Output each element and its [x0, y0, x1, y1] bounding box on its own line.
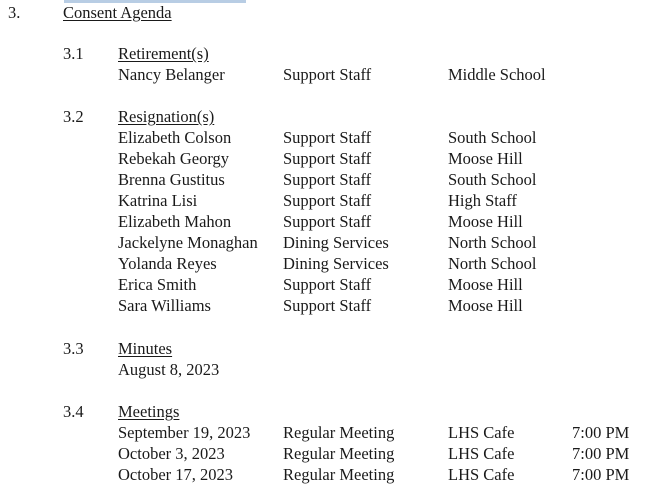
subsection-heading-meetings: Meetings: [118, 402, 180, 421]
staff-name: Elizabeth Mahon: [118, 212, 232, 231]
meeting-time: 7:00 PM: [572, 423, 630, 442]
staff-location: Moose Hill: [448, 149, 523, 168]
staff-name: Yolanda Reyes: [118, 254, 217, 273]
subsection-number-3-1: 3.1: [63, 44, 84, 63]
meeting-time: 7:00 PM: [572, 444, 630, 463]
subsection-heading-retirements: Retirement(s): [118, 44, 209, 63]
meeting-location: LHS Cafe: [448, 465, 515, 484]
staff-name: Erica Smith: [118, 275, 197, 294]
section-number: 3.: [8, 3, 21, 22]
subsection-number-3-4: 3.4: [63, 402, 84, 421]
staff-location: Moose Hill: [448, 275, 523, 294]
meeting-date: October 3, 2023: [118, 444, 225, 463]
staff-name: Katrina Lisi: [118, 191, 198, 210]
staff-name: Jackelyne Monaghan: [118, 233, 258, 252]
staff-name: Nancy Belanger: [118, 65, 225, 84]
meeting-type: Regular Meeting: [283, 465, 395, 484]
staff-role: Support Staff: [283, 296, 372, 315]
staff-role: Support Staff: [283, 191, 372, 210]
staff-location: South School: [448, 170, 537, 189]
staff-name: Brenna Gustitus: [118, 170, 225, 189]
section-title: Consent Agenda: [63, 3, 172, 22]
staff-location: High Staff: [448, 191, 517, 210]
staff-location: Middle School: [448, 65, 546, 84]
staff-location: North School: [448, 254, 537, 273]
staff-role: Support Staff: [283, 65, 372, 84]
meeting-location: LHS Cafe: [448, 423, 515, 442]
meeting-location: LHS Cafe: [448, 444, 515, 463]
staff-location: South School: [448, 128, 537, 147]
staff-role: Dining Services: [283, 233, 389, 252]
staff-role: Support Staff: [283, 275, 372, 294]
meeting-time: 7:00 PM: [572, 465, 630, 484]
staff-location: North School: [448, 233, 537, 252]
subsection-number-3-2: 3.2: [63, 107, 84, 126]
staff-role: Support Staff: [283, 170, 372, 189]
subsection-heading-resignations: Resignation(s): [118, 107, 215, 126]
meeting-type: Regular Meeting: [283, 423, 395, 442]
staff-role: Support Staff: [283, 212, 372, 231]
meeting-date: September 19, 2023: [118, 423, 251, 442]
subsection-number-3-3: 3.3: [63, 339, 84, 358]
staff-name: Sara Williams: [118, 296, 211, 315]
staff-role: Dining Services: [283, 254, 389, 273]
staff-role: Support Staff: [283, 149, 372, 168]
staff-location: Moose Hill: [448, 212, 523, 231]
staff-name: Rebekah Georgy: [118, 149, 230, 168]
subsection-heading-minutes: Minutes: [118, 339, 173, 358]
staff-location: Moose Hill: [448, 296, 523, 315]
minutes-date: August 8, 2023: [118, 360, 220, 379]
meeting-type: Regular Meeting: [283, 444, 395, 463]
staff-name: Elizabeth Colson: [118, 128, 232, 147]
meeting-date: October 17, 2023: [118, 465, 234, 484]
staff-role: Support Staff: [283, 128, 372, 147]
